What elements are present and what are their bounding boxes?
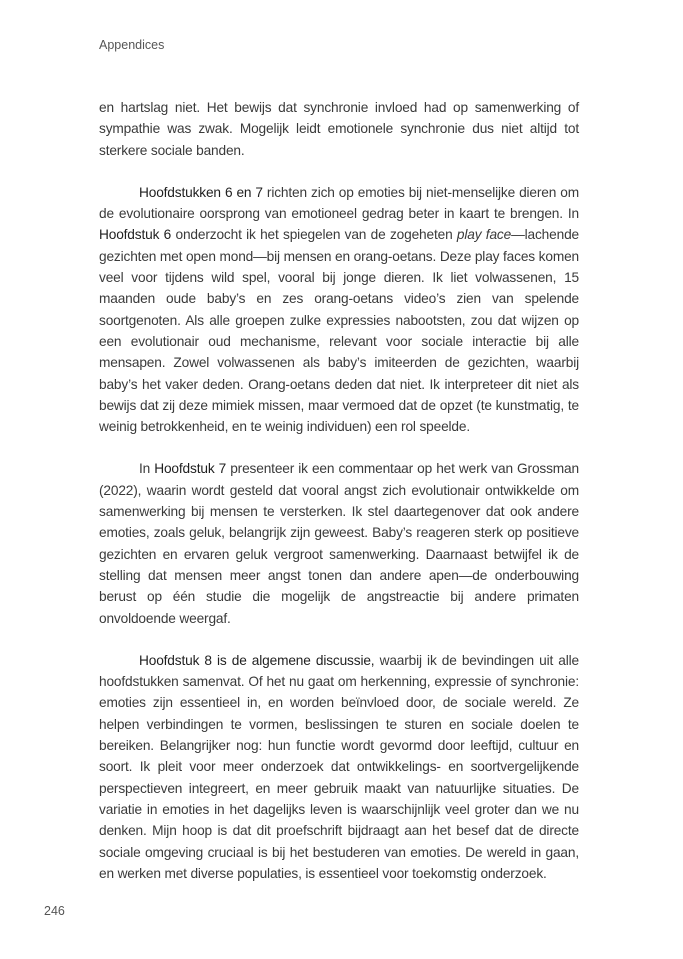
page-body	[99, 97, 579, 884]
chapter-reference: Hoofdstukken 6 en 7	[139, 184, 263, 200]
paragraph-chapter-8	[99, 650, 579, 884]
chapter-reference: Hoofdstuk 8 is de algemene discussie,	[139, 652, 375, 668]
paragraph-text: In	[139, 461, 155, 477]
running-header: Appendices	[99, 38, 165, 52]
paragraph-chapter-7	[99, 458, 579, 628]
paragraph-text: onderzocht ik het spiegelen van de zogeheten	[171, 227, 457, 243]
paragraph-text: presenteer ik een commentaar op het werk van Grossman (2022), waarin wordt gesteld dat vooral angst zich evolutionair ontwikkelde om samenwerking bij mensen te versterken. Ik stel daartegenover dat ook andere emoties, zoals geluk, belangrijk zijn geweest. Baby’s reageren sterk op positieve gezichten en ervaren geluk vergroot samenwerking. Daarnaast betwijfel ik de stelling dat mensen meer angst tonen dan andere apen—de onderbouwing berust op één studie die mogelijk de angstreactie bij andere primaten onvoldoende weergaf.	[99, 461, 579, 626]
chapter-reference: Hoofdstuk 6	[99, 227, 172, 243]
paragraph-chapter-5-summary-end	[99, 97, 579, 161]
italic-term: play face	[456, 227, 512, 243]
paragraph-text: —lachende gezichten met open mond—bij mensen en orang-oetans. Deze play faces komen veel voor tijdens wild spel, vooral bij jonge dieren. Ik liet volwassenen, 15 maanden oude baby’s en zes orang-oetans video’s zien van spelende soortgenoten. Als alle groepen zulke expressies nabootsten, zou dat wijzen op een evolutionair oud mechanisme, relevant voor sociale interactie bij alle mensapen. Zowel volwassenen als baby’s imiteerden de gezichten, waarbij baby’s het vaker deden. Orang-oetans deden dat niet. Ik interpreteer dit niet als bewijs dat zij deze mimiek missen, maar vermoed dat de opzet (te kunstmatig, te weinig betrokkenheid, en te weinig individuen) een rol speelde.	[99, 227, 579, 435]
paragraph-text: richten zich op emoties bij niet-menselijke dieren om de evolutionaire oorsprong van emotioneel gedrag beter in kaart te brengen. In	[99, 184, 579, 222]
chapter-reference: Hoofdstuk 7	[154, 461, 227, 477]
paragraph-chapters-6-7	[99, 182, 579, 438]
page-number: 246	[44, 904, 65, 918]
paragraph-text: en hartslag niet. Het bewijs dat synchronie invloed had op samenwerking of sympathie was zwak. Mogelijk leidt emotionele synchronie dus niet altijd tot sterkere sociale banden.	[99, 100, 579, 158]
paragraph-text: waarbij ik de bevindingen uit alle hoofdstukken samenvat. Of het nu gaat om herkenning, expressie of synchronie: emoties zijn essentieel in, en worden beïnvloed door, de sociale wereld. Ze helpen verbindingen te vormen, beslissingen te sturen en sociale doelen te bereiken. Belangrijker nog: hun functie wordt gevormd door leeftijd, cultuur en soort. Ik pleit voor meer onderzoek dat ontwikkelings- en soortvergelijkende perspectieven integreert, en meer gebruik maakt van natuurlijke situaties. De variatie in emoties in het dagelijks leven is waarschijnlijk veel groter dan we nu denken. Mijn hoop is dat dit proefschrift bijdraagt aan het besef dat de directe sociale omgeving cruciaal is bij het bestuderen van emoties. De wereld in gaan, en werken met diverse populaties, is essentieel voor toekomstig onderzoek.	[99, 652, 580, 881]
